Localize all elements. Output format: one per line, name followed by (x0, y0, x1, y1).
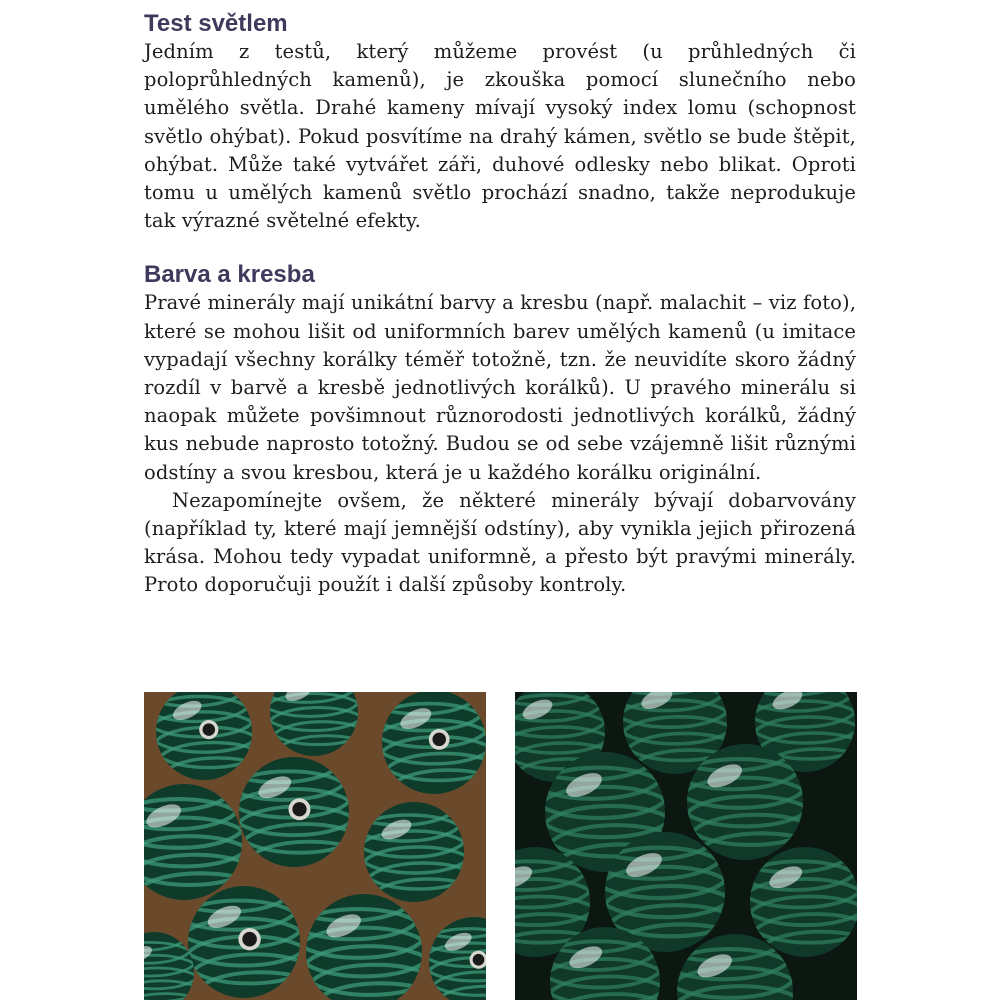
paragraph-color-pattern-2: Nezapomínejte ovšem, že některé minerály bývají dobarvovány (například ty, které mají jemnější odstíny), aby vynikla jejich přirozená krása. Mohou tedy vypadat uniformně, a přesto být pravými minerály. Proto doporučuji použít i další způsoby kontroly. (144, 488, 856, 597)
paragraph-light-test: Jedním z testů, který můžeme provést (u průhledných či poloprůhledných kamenů), je zkouška pomocí slunečního nebo umělého světla. Drahé kameny mívají vysoký index lomu (schopnost světlo ohýbat). Pokud posvítíme na drahý kámen, světlo se bude štěpit, ohýbat. Může také vytvářet záři, duhové odlesky nebo blikat. Oproti tomu u umělých kamenů světlo prochází snadno, takže neprodukuje tak výrazné světelné efekty. (144, 40, 856, 233)
paragraph-color-pattern-1: Pravé minerály mají unikátní barvy a kresbu (např. malachit – viz foto), které se mohou lišit od uniformních barev umělých kamenů (u imitace vypadají všechny korálky téměř totožně, tzn. že neuvidíte skoro žádný rozdíl v barvě a kresbě jednotlivých korálků). U pravého minerálu si naopak můžete povšimnout různorodosti jednotlivých korálků, žádný kus nebude naprosto totožný. Budou se od sebe vzájemně lišit různými odstíny a svou kresbou, která je u každého korálku originální. (144, 291, 856, 484)
malachite-beads-image (144, 692, 486, 1000)
photo-malachite-spheres-right (515, 692, 857, 1000)
text-column (144, 10, 856, 600)
section-heading-light-test: Test světlem (144, 10, 288, 37)
section-heading-color-pattern: Barva a kresba (144, 261, 315, 289)
malachite-spheres-image (515, 692, 857, 1000)
photo-malachite-beads-left (144, 692, 486, 1000)
